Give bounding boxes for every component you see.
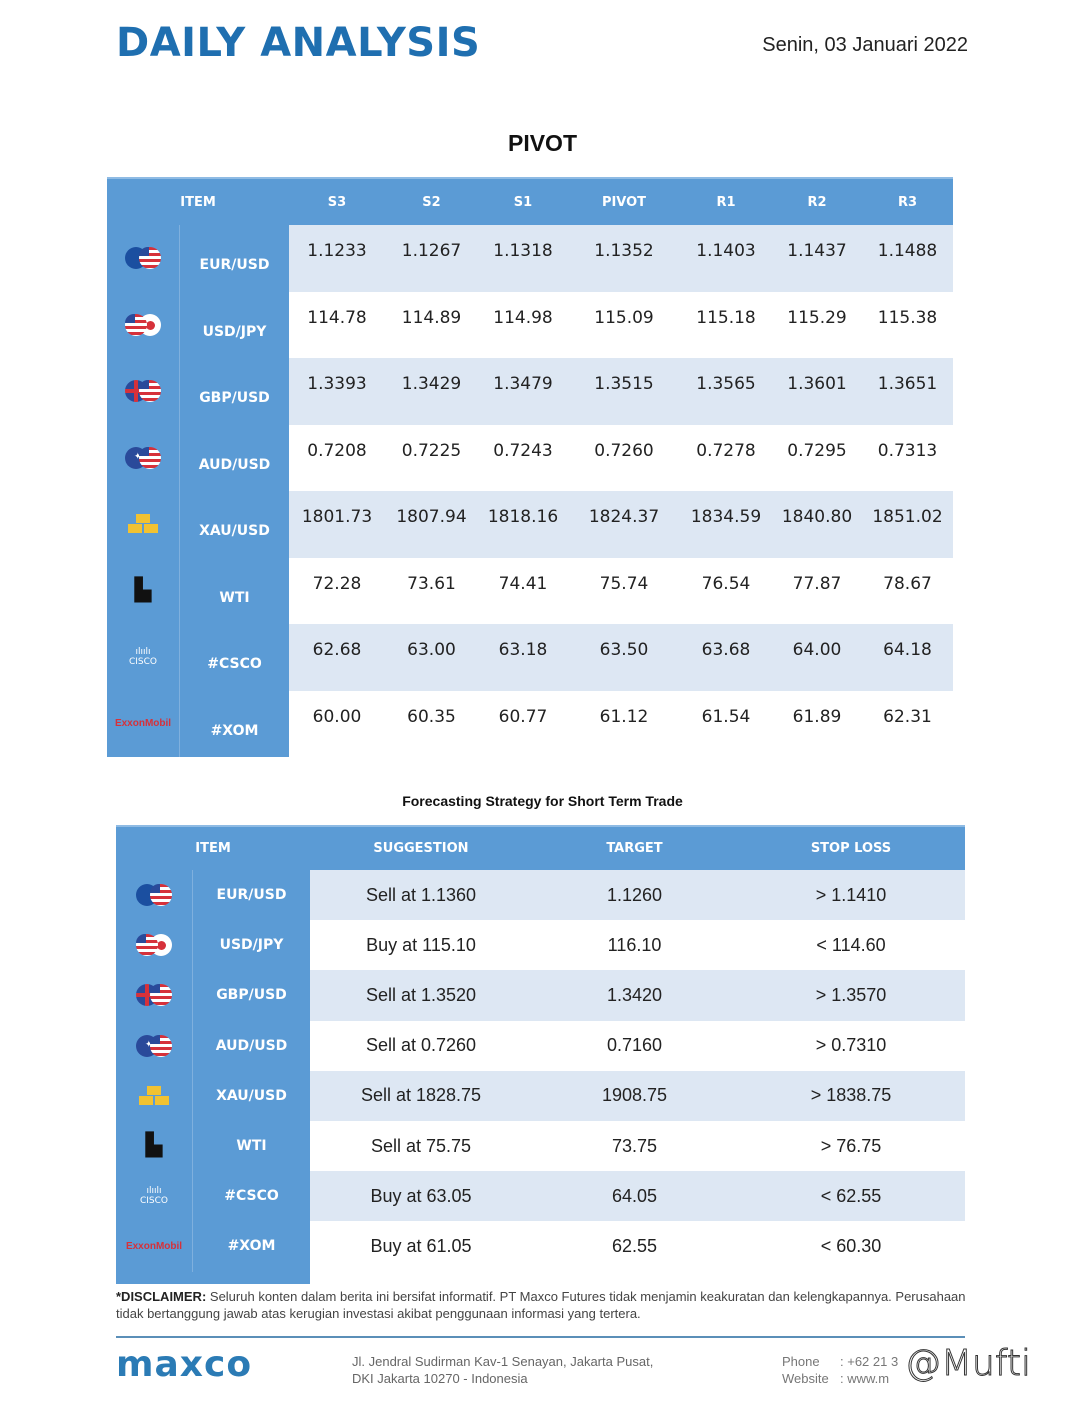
forecast-suggestion: Buy at 115.10 bbox=[366, 934, 476, 955]
forecast-stop-loss: < 114.60 bbox=[816, 934, 886, 955]
pivot-cell-pivot: 1.3515 bbox=[594, 374, 654, 394]
forecast-stop-loss: > 76.75 bbox=[820, 1135, 882, 1156]
forecast-target: 64.05 bbox=[611, 1185, 658, 1206]
pivot-cell-pivot: 0.7260 bbox=[594, 440, 654, 461]
forecast-suggestion: Sell at 1.1360 bbox=[365, 884, 477, 905]
forecast-item bbox=[116, 970, 310, 1020]
pivot-row bbox=[107, 491, 953, 558]
pivot-symbol: USD/JPY bbox=[202, 323, 267, 340]
forecast-item bbox=[116, 920, 310, 970]
forecast-row bbox=[116, 1071, 965, 1121]
pivot-cell-r1: 1.1403 bbox=[696, 241, 756, 261]
forecast-target: 62.55 bbox=[611, 1235, 658, 1256]
forecast-item bbox=[116, 1121, 310, 1171]
pivot-symbol: WTI bbox=[219, 589, 250, 606]
forecast-stop-loss: > 1.1410 bbox=[815, 884, 887, 905]
forecast-suggestion: Sell at 1828.75 bbox=[360, 1085, 482, 1106]
forecast-table bbox=[116, 825, 965, 1284]
forecast-row bbox=[116, 1171, 965, 1221]
pivot-symbol: GBP/USD bbox=[199, 390, 270, 407]
pivot-item bbox=[107, 691, 289, 758]
forecast-stop-loss: < 62.55 bbox=[820, 1185, 882, 1206]
pivot-cell-r3: 0.7313 bbox=[877, 440, 938, 461]
pivot-col-pivot: PIVOT bbox=[601, 194, 647, 210]
disclaimer-label: *DISCLAIMER: bbox=[116, 1289, 207, 1304]
pivot-col-s1: S1 bbox=[513, 194, 533, 210]
forecast-item bbox=[116, 1221, 310, 1271]
oil-barrel-icon: ▙ bbox=[134, 577, 152, 603]
forecast-stop-loss: > 0.7310 bbox=[815, 1035, 887, 1056]
pivot-col-s3: S3 bbox=[327, 194, 347, 210]
forecast-symbol: #XOM bbox=[227, 1238, 276, 1255]
forecast-target: 0.7160 bbox=[606, 1035, 663, 1056]
pivot-table bbox=[107, 177, 953, 757]
pivot-cell-s2: 73.61 bbox=[407, 573, 456, 594]
pivot-cell-s2: 60.35 bbox=[407, 706, 456, 727]
forecast-section-title: Forecasting Strategy for Short Term Trade bbox=[402, 793, 683, 809]
pivot-cell-s1: 1.3479 bbox=[493, 374, 553, 394]
pivot-cell-s1: 1.1318 bbox=[493, 241, 553, 261]
footer-contact bbox=[782, 1353, 898, 1387]
pivot-cell-r3: 115.38 bbox=[877, 307, 938, 328]
pivot-symbol: #CSCO bbox=[207, 656, 262, 673]
pivot-cell-s1: 63.18 bbox=[498, 640, 548, 660]
pivot-row bbox=[107, 425, 953, 492]
forecast-target: 1908.75 bbox=[601, 1085, 668, 1106]
pivot-cell-s2: 1807.94 bbox=[396, 507, 467, 527]
forecast-item bbox=[116, 1171, 310, 1221]
website-value[interactable]: : www.m bbox=[840, 1371, 890, 1386]
forecast-stop-loss: < 60.30 bbox=[820, 1235, 882, 1256]
pivot-cell-pivot: 1824.37 bbox=[588, 507, 660, 527]
pivot-cell-pivot: 61.12 bbox=[599, 706, 649, 727]
pivot-body bbox=[107, 225, 953, 757]
forecast-target: 73.75 bbox=[611, 1135, 658, 1156]
pivot-cell-r3: 62.31 bbox=[883, 706, 932, 727]
footer-address bbox=[352, 1353, 653, 1387]
pivot-cell-s3: 72.28 bbox=[312, 573, 362, 594]
forecast-item bbox=[116, 1021, 310, 1071]
report-date: Senin, 03 Januari 2022 bbox=[762, 34, 968, 56]
pivot-cell-pivot: 63.50 bbox=[599, 640, 649, 660]
pivot-cell-s2: 1.3429 bbox=[401, 374, 462, 394]
forecast-stop-loss: > 1.3570 bbox=[815, 984, 887, 1005]
pivot-cell-s2: 1.1267 bbox=[401, 241, 462, 261]
forecast-target: 1.3420 bbox=[606, 984, 663, 1005]
pivot-item bbox=[107, 292, 289, 359]
pivot-cell-r2: 77.87 bbox=[792, 573, 842, 594]
pivot-cell-r3: 1.3651 bbox=[877, 374, 938, 394]
oil-barrel-icon: ▙ bbox=[145, 1133, 163, 1159]
watermark: @Mufti bbox=[905, 1343, 1032, 1384]
forecast-target: 116.10 bbox=[607, 934, 662, 955]
pivot-item bbox=[107, 558, 289, 625]
forecast-col-stop-loss: STOP LOSS bbox=[810, 841, 892, 856]
pivot-row bbox=[107, 558, 953, 625]
pivot-cell-pivot: 75.74 bbox=[599, 573, 649, 594]
pivot-cell-r1: 61.54 bbox=[701, 706, 751, 727]
forecast-symbol: AUD/USD bbox=[215, 1037, 288, 1054]
pivot-cell-r2: 1840.80 bbox=[781, 507, 853, 527]
forecast-symbol: XAU/USD bbox=[216, 1087, 287, 1104]
pivot-cell-s3: 1.1233 bbox=[307, 241, 367, 261]
pivot-cell-s3: 60.00 bbox=[312, 706, 362, 727]
forecast-col-item: ITEM bbox=[195, 841, 231, 856]
pivot-cell-pivot: 115.09 bbox=[594, 307, 654, 328]
exxonmobil-logo-icon: ExxonMobil bbox=[125, 1240, 183, 1252]
forecast-col-target: TARGET bbox=[606, 841, 663, 856]
pivot-cell-r1: 63.68 bbox=[701, 640, 751, 660]
eur-usd-flags-icon bbox=[125, 247, 161, 269]
forecast-row bbox=[116, 1221, 965, 1271]
pivot-cell-r1: 1834.59 bbox=[690, 507, 762, 527]
disclaimer-text: Seluruh konten dalam berita ini bersifat informatif. PT Maxco Futures tidak menjamin keakuratan dan kelengkapannya. Perusahaan tidak bertanggung jawab atas kerugian investasi akibat penggunaan informasi yang tertera. bbox=[116, 1289, 966, 1321]
gbp-usd-flags-icon bbox=[136, 984, 172, 1006]
address-line-1: Jl. Jendral Sudirman Kav-1 Senayan, Jakarta Pusat, bbox=[352, 1354, 654, 1369]
pivot-cell-s3: 62.68 bbox=[312, 640, 362, 660]
pivot-cell-s2: 0.7225 bbox=[401, 440, 462, 461]
gbp-usd-flags-icon bbox=[125, 380, 161, 402]
forecast-target: 1.1260 bbox=[606, 884, 663, 905]
pivot-symbol: #XOM bbox=[210, 722, 259, 739]
forecast-item bbox=[116, 1071, 310, 1121]
pivot-cell-r2: 115.29 bbox=[787, 307, 847, 328]
phone-label: Phone bbox=[782, 1354, 820, 1369]
pivot-item bbox=[107, 358, 289, 425]
pivot-row bbox=[107, 624, 953, 691]
pivot-col-item: ITEM bbox=[180, 194, 216, 210]
pivot-cell-r2: 0.7295 bbox=[787, 440, 847, 461]
forecast-col-suggestion: SUGGESTION bbox=[373, 841, 469, 856]
pivot-item bbox=[107, 425, 289, 492]
forecast-stop-loss: > 1838.75 bbox=[810, 1085, 892, 1106]
pivot-row bbox=[107, 225, 953, 292]
pivot-item bbox=[107, 491, 289, 558]
pivot-cell-s1: 60.77 bbox=[498, 706, 548, 727]
forecast-symbol: GBP/USD bbox=[216, 987, 287, 1004]
aud-usd-flags-icon bbox=[136, 1035, 172, 1057]
pivot-cell-pivot: 1.1352 bbox=[594, 241, 654, 261]
pivot-cell-r1: 115.18 bbox=[696, 307, 756, 328]
pivot-cell-r3: 78.67 bbox=[883, 573, 932, 594]
pivot-cell-r2: 61.89 bbox=[792, 706, 842, 727]
pivot-item bbox=[107, 225, 289, 292]
pivot-symbol: AUD/USD bbox=[198, 456, 271, 473]
forecast-header-row bbox=[116, 825, 965, 870]
pivot-row bbox=[107, 691, 953, 758]
forecast-symbol: #CSCO bbox=[224, 1188, 279, 1205]
pivot-cell-r1: 0.7278 bbox=[696, 440, 756, 461]
forecast-row bbox=[116, 970, 965, 1020]
pivot-cell-r2: 64.00 bbox=[792, 640, 842, 660]
phone-value: : +62 21 3 bbox=[840, 1354, 899, 1369]
pivot-cell-r3: 1851.02 bbox=[872, 507, 943, 527]
eur-usd-flags-icon bbox=[136, 884, 172, 906]
pivot-symbol: EUR/USD bbox=[199, 257, 270, 274]
exxonmobil-logo-icon: ExxonMobil bbox=[114, 718, 172, 730]
forecast-symbol: USD/JPY bbox=[219, 937, 284, 954]
forecast-row bbox=[116, 920, 965, 970]
pivot-row bbox=[107, 292, 953, 359]
website-label: Website bbox=[782, 1371, 829, 1386]
pivot-col-r1: R1 bbox=[716, 194, 736, 210]
footer-divider bbox=[116, 1336, 965, 1338]
forecast-item-column-bottom bbox=[116, 1272, 310, 1284]
pivot-cell-s1: 74.41 bbox=[498, 573, 548, 594]
pivot-cell-s1: 114.98 bbox=[493, 307, 553, 328]
gold-bars-icon bbox=[126, 514, 160, 534]
pivot-cell-r1: 1.3565 bbox=[696, 374, 756, 394]
usd-jpy-flags-icon bbox=[136, 934, 172, 956]
pivot-cell-s2: 114.89 bbox=[401, 307, 462, 328]
maxco-logo: maxco bbox=[116, 1344, 253, 1385]
pivot-header-row bbox=[107, 177, 953, 225]
pivot-item bbox=[107, 624, 289, 691]
forecast-suggestion: Sell at 1.3520 bbox=[365, 984, 477, 1005]
pivot-cell-s3: 0.7208 bbox=[307, 440, 367, 461]
forecast-suggestion: Sell at 0.7260 bbox=[365, 1035, 477, 1056]
forecast-row bbox=[116, 870, 965, 920]
pivot-cell-r3: 1.1488 bbox=[877, 241, 938, 261]
pivot-col-r2: R2 bbox=[807, 194, 827, 210]
pivot-cell-s2: 63.00 bbox=[407, 640, 456, 660]
pivot-cell-r2: 1.1437 bbox=[787, 241, 847, 261]
forecast-suggestion: Buy at 63.05 bbox=[370, 1185, 472, 1206]
address-line-2: DKI Jakarta 10270 - Indonesia bbox=[352, 1371, 528, 1386]
page-title: DAILY ANALYSIS bbox=[116, 20, 481, 66]
pivot-cell-r1: 76.54 bbox=[701, 573, 751, 594]
pivot-col-s2: S2 bbox=[422, 194, 441, 210]
forecast-body bbox=[116, 870, 965, 1284]
pivot-col-r3: R3 bbox=[897, 194, 918, 210]
forecast-row bbox=[116, 1021, 965, 1071]
pivot-section-title: PIVOT bbox=[507, 130, 577, 156]
pivot-cell-r3: 64.18 bbox=[883, 640, 932, 660]
cisco-logo-icon: ılıılı CISCO bbox=[128, 647, 158, 668]
forecast-item bbox=[116, 870, 310, 920]
pivot-cell-r2: 1.3601 bbox=[787, 374, 847, 394]
pivot-cell-s3: 114.78 bbox=[307, 307, 367, 328]
cisco-logo-icon: ılıılı CISCO bbox=[139, 1186, 169, 1207]
forecast-suggestion: Sell at 75.75 bbox=[370, 1135, 472, 1156]
forecast-symbol: EUR/USD bbox=[216, 887, 287, 904]
forecast-symbol: WTI bbox=[236, 1138, 267, 1155]
gold-bars-icon bbox=[137, 1086, 171, 1106]
aud-usd-flags-icon bbox=[125, 447, 161, 469]
pivot-symbol: XAU/USD bbox=[199, 523, 270, 540]
forecast-row bbox=[116, 1121, 965, 1171]
disclaimer bbox=[116, 1288, 986, 1322]
pivot-cell-s3: 1801.73 bbox=[301, 507, 373, 527]
pivot-row bbox=[107, 358, 953, 425]
forecast-suggestion: Buy at 61.05 bbox=[370, 1235, 472, 1256]
pivot-cell-s1: 1818.16 bbox=[487, 507, 559, 527]
pivot-cell-s1: 0.7243 bbox=[493, 440, 553, 461]
usd-jpy-flags-icon bbox=[125, 314, 161, 336]
pivot-cell-s3: 1.3393 bbox=[307, 374, 367, 394]
